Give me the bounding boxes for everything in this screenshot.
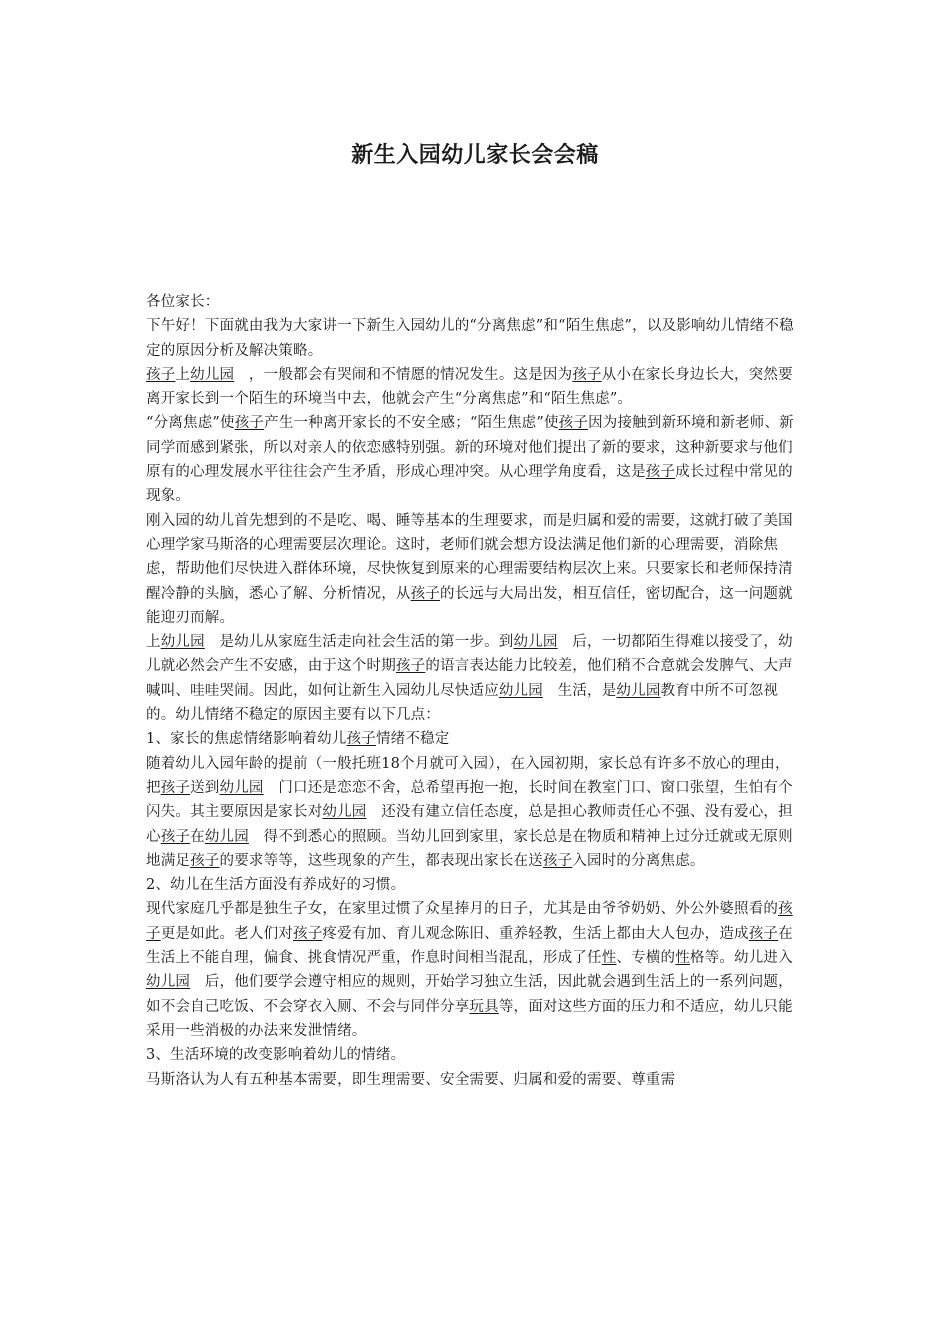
- document-body: [146, 290, 796, 1092]
- link-kindergarten[interactable]: 幼儿园: [146, 974, 191, 991]
- paragraph-five-needs: 马斯洛认为人有五种基本需要，即生理需要、安全需要、归属和爱的需要、尊重需: [146, 1071, 676, 1088]
- link-child[interactable]: 孩子: [146, 366, 176, 383]
- paragraph-anxiety-types: “分离焦虑”使孩子产生一种离开家长的不安全感；“陌生焦虑”使孩子因为接触到新环境和新老师、新同学而感到紧张，所以对亲人的依恋感特别强。新的环境对他们提出了新的要求，这种新要求与他们原有的心理发展水平往往会产生矛盾，形成心理冲突。从心理学角度看，这是孩子成长过程中常见的现象。: [146, 415, 794, 505]
- link-character[interactable]: 性: [601, 950, 617, 967]
- link-toys[interactable]: 玩具: [469, 998, 499, 1015]
- link-child[interactable]: 孩子: [542, 852, 573, 869]
- link-kindergarten[interactable]: 幼儿园: [513, 634, 558, 651]
- document-title: 新生入园幼儿家长会会稿: [351, 143, 599, 168]
- link-child[interactable]: 孩子: [410, 585, 441, 602]
- paragraph-first-step: 上幼儿园 是幼儿从家庭生活走向社会生活的第一步。到幼儿园 后，一切都陌生得难以接受了，幼儿就必然会产生不安感，由于这个时期孩子的语言表达能力比较差，他们稍不合意就会发脾气、大声喊叫、哇哇哭闹。因此，如何让新生入园幼儿尽快适应幼儿园 生活，是幼儿园教育中所不可忽视的。幼儿情绪不稳定的原因主要有以下几点：: [146, 634, 793, 724]
- link-kindergarten[interactable]: 幼儿园: [616, 682, 661, 699]
- paragraph-separation-anxiety: 孩子上幼儿园 ，一般都会有哭闹和不情愿的情况发生。这是因为孩子从小在家长身边长大，突然要离开家长到一个陌生的环境当中去，他就会产生“分离焦虑”和“陌生焦虑”。: [146, 366, 793, 408]
- paragraph-parent-anxiety: 随着幼儿入园年龄的提前（一般托班18个月就可入园），在入园初期，家长总有许多不放心的理由，把孩子送到幼儿园 门口还是恋恋不舍，总希望再抱一抱，长时间在教室门口、窗口张望，生怕有个闪失。其主要原因是家长对幼儿园 还没有建立信任态度，总是担心教师责任心不强、没有爱心，担心孩子在幼儿园 得不到悉心的照顾。当幼儿回到家里，家长总是在物质和精神上过分迁就或无原则地满足孩子的要求等等，这些现象的产生，都表现出家长在送孩子入园时的分离焦虑。: [146, 755, 793, 869]
- link-kindergarten[interactable]: 幼儿园: [219, 779, 264, 796]
- link-child[interactable]: 孩子: [346, 731, 376, 748]
- greeting: 各位家长：: [146, 294, 220, 310]
- link-child[interactable]: 孩子: [395, 658, 426, 675]
- paragraph-intro: 下午好！下面就由我为大家讲一下新生入园幼儿的“分离焦虑”和“陌生焦虑”，以及影响幼儿情绪不稳定的原因分析及解决策略。: [146, 318, 794, 359]
- heading-reason-1: 1、家长的焦虑情绪影响着幼儿孩子情绪不稳定: [146, 731, 450, 748]
- link-child[interactable]: 孩子: [645, 464, 676, 481]
- link-kindergarten[interactable]: 幼儿园: [498, 682, 543, 699]
- link-child[interactable]: 孩子: [234, 415, 265, 432]
- link-child[interactable]: 孩子: [572, 366, 602, 383]
- paragraph-habits: 现代家庭几乎都是独生子女，在家里过惯了众星捧月的日子，尤其是由爷爷奶奶、外公外婆照看的孩子更是如此。老人们对孩子疼爱有加、育儿观念陈旧、重养轻教，生活上都由大人包办，造成孩子在生活上不能自理，偏食、挑食情况严重，作息时间相当混乱，形成了任性、专横的性格等。幼儿进入幼儿园 后，他们要学会遵守相应的规则，开始学习独立生活，因此就会遇到生活上的一系列问题，如不会自己吃饭、不会穿衣入厕、不会与同伴分享玩具等，面对这些方面的压力和不适应，幼儿只能采用一些消极的办法来发泄情绪。: [146, 901, 793, 1039]
- link-character[interactable]: 性: [675, 950, 690, 967]
- heading-reason-3: 3、生活环境的改变影响着幼儿的情绪。: [146, 1047, 406, 1064]
- link-kindergarten[interactable]: 幼儿园: [322, 804, 367, 821]
- heading-reason-2: 2、幼儿在生活方面没有养成好的习惯。: [146, 877, 406, 894]
- link-child[interactable]: 孩子: [748, 925, 779, 942]
- link-child[interactable]: 孩子: [190, 852, 220, 869]
- link-child[interactable]: 孩子: [146, 901, 793, 942]
- paragraph-maslow: 刚入园的幼儿首先想到的不是吃、喝、睡等基本的生理要求，而是归属和爱的需要，这就打破了美国心理学家马斯洛的心理需要层次理论。这时，老师们就会想方设法满足他们新的心理需要，消除焦虑，帮助他们尽快进入群体环境，尽快恢复到原来的心理需要结构层次上来。只要家长和老师保持清醒冷静的头脑，悉心了解、分析情况，从孩子的长远与大局出发，相互信任，密切配合，这一问题就能迎刃而解。: [146, 512, 793, 626]
- link-child[interactable]: 孩子: [160, 779, 191, 796]
- link-kindergarten[interactable]: 幼儿园: [160, 634, 205, 651]
- link-kindergarten[interactable]: 幼儿园: [204, 828, 249, 845]
- link-child[interactable]: 孩子: [558, 415, 589, 432]
- link-child[interactable]: 孩子: [160, 828, 191, 845]
- link-child[interactable]: 孩子: [293, 925, 323, 942]
- link-kindergarten[interactable]: 幼儿园: [190, 366, 235, 383]
